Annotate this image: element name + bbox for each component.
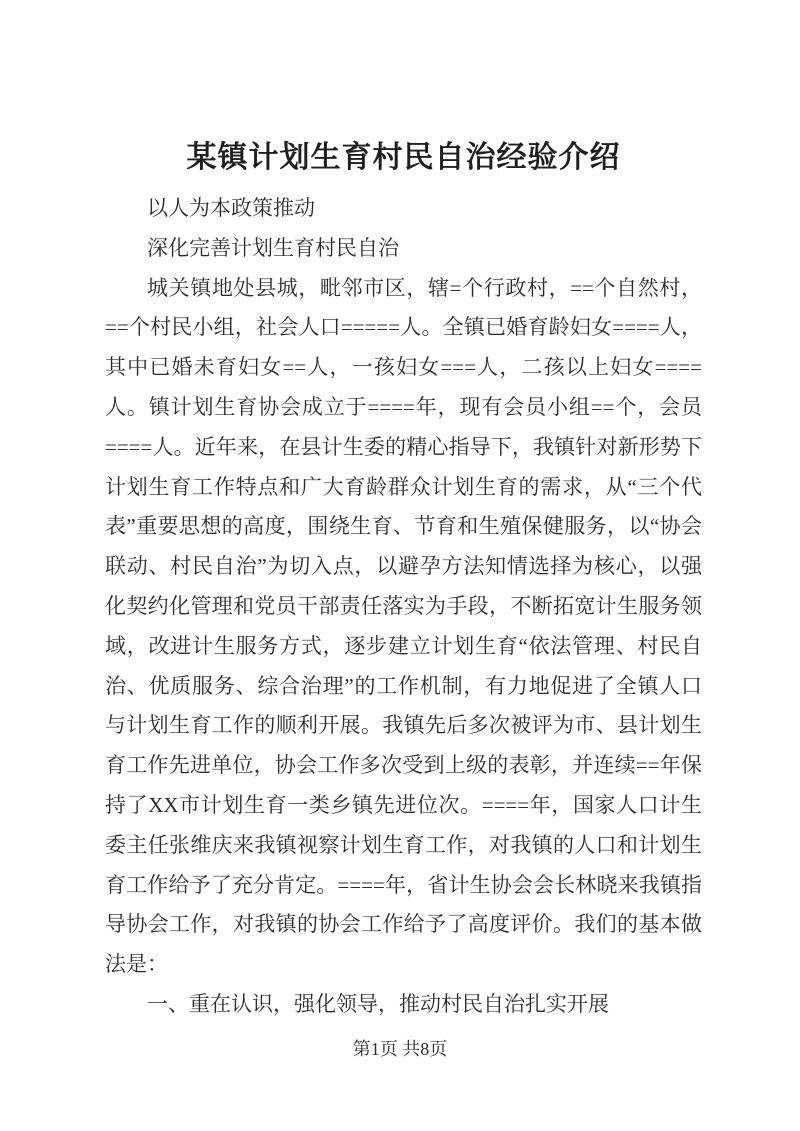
- section-heading: 一、重在认识，强化领导，推动村民自治扎实开展: [147, 991, 609, 1016]
- document-title: 某镇计划生育村民自治经验介绍: [186, 141, 621, 174]
- subtitle-line-1: 以人为本政策推动: [147, 196, 315, 220]
- page-number-footer: 第1页 共8页: [352, 1039, 448, 1059]
- subtitle-line-2: 深化完善计划生育村民自治: [147, 235, 399, 260]
- document-body: [105, 189, 702, 1025]
- body-paragraph: 城关镇地处县城，毗邻市区，辖=个行政村，==个自然村，==个村民小组，社会人口=====人。全镇已婚育龄妇女====人，其中已婚未育妇女==人，一孩妇女===人，二孩以上妇女====人。镇计划生育协会成立于====年，现有会员小组==个，会员====人。近年来，在县计生委的精心指导下，我镇针对新形势下计划生育工作特点和广大育龄群众计划生育的需求，从“三个代表”重要思想的高度，围绕生育、节育和生殖保健服务，以“协会联动、村民自治”为切入点，以避孕方法知情选择为核心，以强化契约化管理和党员干部责任落实为手段，不断拓宽计生服务领域，改进计生服务方式，逐步建立计划生育“依法管理、村民自治、优质服务、综合治理”的工作机制，有力地促进了全镇人口与计划生育工作的顺利开展。我镇先后多次被评为市、县计划生育工作先进单位，协会工作多次受到上级的表彰，并连续==年保持了XX市计划生育一类乡镇先进位次。====年，国家人口计生委主任张维庆来我镇视察计划生育工作，对我镇的人口和计划生育工作给予了充分肯定。====年，省计生协会会长林晓来我镇指导协会工作，对我镇的协会工作给予了高度评价。我们的基本做法是：: [105, 275, 702, 977]
